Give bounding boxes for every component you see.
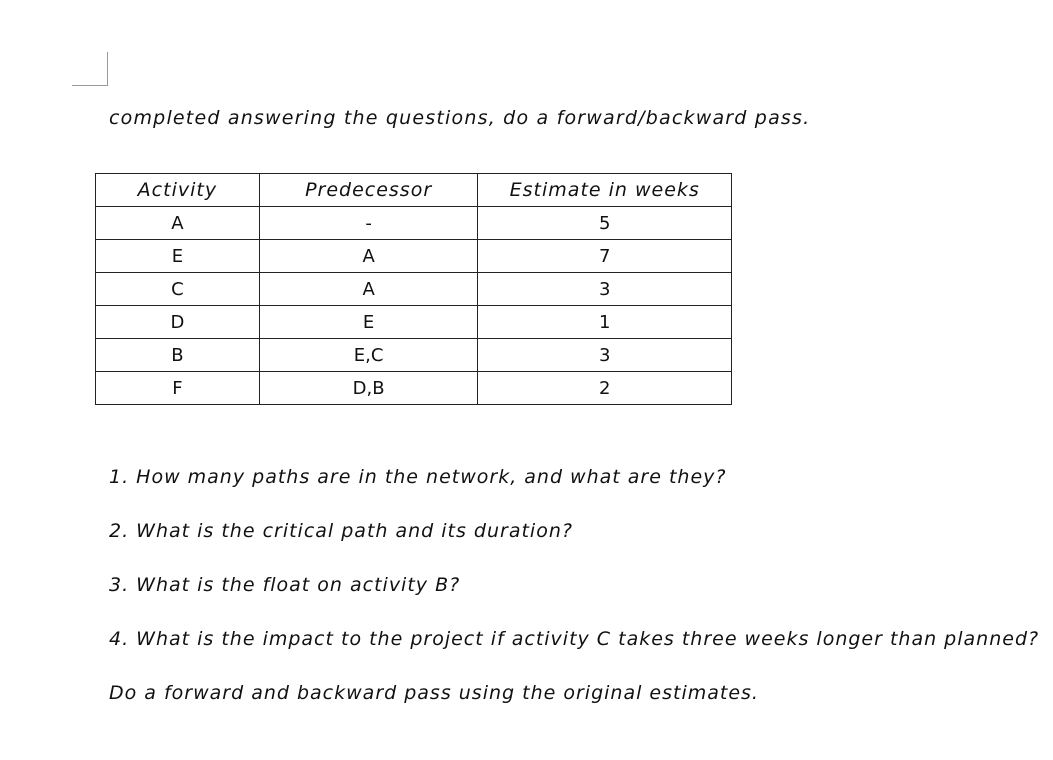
cell-estimate: 5 xyxy=(478,207,732,240)
question-1: 1. How many paths are in the network, and what are they? xyxy=(109,466,727,488)
page-corner-mark xyxy=(72,52,108,86)
cell-estimate: 3 xyxy=(478,339,732,372)
cell-predecessor: - xyxy=(259,207,478,240)
question-list xyxy=(109,466,1039,736)
table-row xyxy=(96,240,732,273)
cell-estimate: 3 xyxy=(478,273,732,306)
cell-predecessor: E xyxy=(259,306,478,339)
cell-activity: E xyxy=(96,240,260,273)
table-row xyxy=(96,372,732,405)
cell-activity: D xyxy=(96,306,260,339)
cell-activity: C xyxy=(96,273,260,306)
instruction-text: Do a forward and backward pass using the original estimates. xyxy=(109,682,759,704)
header-activity: Activity xyxy=(96,174,260,207)
cell-predecessor: A xyxy=(259,273,478,306)
header-estimate: Estimate in weeks xyxy=(478,174,732,207)
cell-predecessor: D,B xyxy=(259,372,478,405)
intro-text: completed answering the questions, do a forward/backward pass. xyxy=(109,107,811,129)
cell-activity: A xyxy=(96,207,260,240)
cell-estimate: 2 xyxy=(478,372,732,405)
cell-activity: B xyxy=(96,339,260,372)
header-predecessor: Predecessor xyxy=(259,174,478,207)
table-row xyxy=(96,306,732,339)
activity-table xyxy=(95,173,732,405)
table-row xyxy=(96,273,732,306)
question-2: 2. What is the critical path and its duration? xyxy=(109,520,573,542)
table-header-row xyxy=(96,174,732,207)
cell-predecessor: E,C xyxy=(259,339,478,372)
cell-estimate: 7 xyxy=(478,240,732,273)
cell-predecessor: A xyxy=(259,240,478,273)
table-row xyxy=(96,207,732,240)
table-row xyxy=(96,339,732,372)
cell-activity: F xyxy=(96,372,260,405)
cell-estimate: 1 xyxy=(478,306,732,339)
question-4: 4. What is the impact to the project if activity C takes three weeks longer than planned? xyxy=(109,628,1040,650)
question-3: 3. What is the float on activity B? xyxy=(109,574,461,596)
